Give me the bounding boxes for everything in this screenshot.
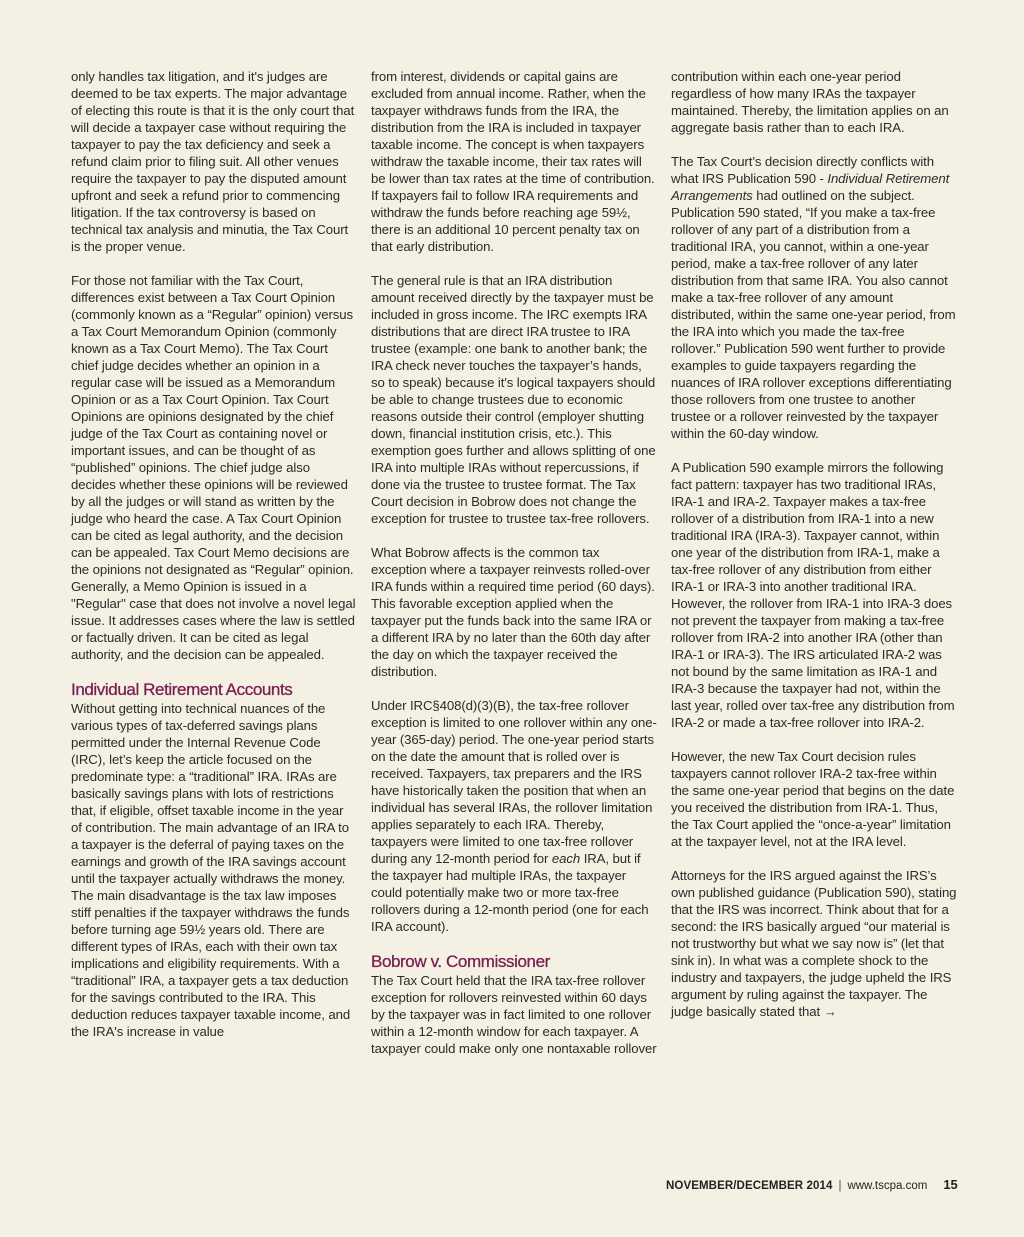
column2-paragraph-5: The Tax Court held that the IRA tax-free rollover exception for rollovers reinvested within 60 days by the taxpayer was in fact limited to one rollover within a 12-month window for each taxpayer. A taxpayer could make only one nontaxable rollover [371, 973, 657, 1056]
column1-paragraph-3: Without getting into technical nuances of the various types of tax-deferred savings plans permitted under the Internal Revenue Code (IRC), let’s keep the article focused on the predominate type: a “traditional” IRA. IRAs are basically savings plans with lots of restrictions that, if eligible, offset taxable income in the year of contribution. The main advantage of an IRA to a taxpayer is the deferral of paying taxes on the earnings and growth of the IRA savings account until the taxpayer actually withdraws the money. The main disadvantage is the tax law imposes stiff penalties if the taxpayer withdraws the funds before turning age 59½ years old. There are different types of IRAs, each with their own tax implications and eligibility requirements. With a “traditional” IRA, a taxpayer gets a tax deduction for the savings contributed to the IRA. This deduction reduces taxpayer taxable income, and the IRA's increase in value [71, 701, 351, 1039]
page-number: 15 [943, 1177, 958, 1192]
column2-paragraph-4-text: Under IRC§408(d)(3)(B), the tax-free rollover exception is limited to one rollover within any one-year (365-day) period. The one-year period starts on the date the amount that is rolled over is received. Taxpayers, tax preparers and the IRS have historically taken the position that when an individual has several IRAs, the rollover limitation applies separately to each IRA. Thereby, taxpayers were limited to one tax-free rollover during any 12-month period for [371, 698, 657, 866]
article-column-1 [71, 68, 357, 1040]
column3-paragraph-5 [671, 867, 957, 1020]
page-footer [666, 1177, 958, 1192]
column2-paragraph-3: What Bobrow affects is the common tax exception where a taxpayer reinvests rolled-over IRA funds within a required time period (60 days). This favorable exception applied when the taxpayer put the funds back into the same IRA or a different IRA by no later than the 60th day after the day on which the taxpayer received the distribution. [371, 545, 655, 679]
column2-paragraph-2: The general rule is that an IRA distribution amount received directly by the taxpayer must be included in gross income. The IRC exempts IRA distributions that are direct IRA trustee to IRA trustee (example: one bank to another bank; the IRA check never touches the taxpayer’s hands, so to speak) because it's logical taxpayers should be able to change trustees due to economic reasons outside their control (employer shutting down, financial institution crisis, etc.). This exemption goes further and allows splitting of one IRA into multiple IRAs without repercussions, if done via the trustee to trustee format. The Tax Court decision in Bobrow does not change the exception for trustee to trustee tax-free rollovers. [371, 273, 656, 526]
website-url: www.tscpa.com [847, 1180, 928, 1192]
column3-paragraph-2-end: had outlined on the subject. Publication 590 stated, “If you make a tax-free rollover of any part of a distribution from a traditional IRA, you cannot, within a one-year period, make a tax-free rollover of any later distribution from that same IRA. You also cannot make a tax-free rollover of any amount distributed, within the same one-year period, from the IRA into which you made the tax-free rollover.” Publication 590 went further to provide examples to guide taxpayers regarding the nuances of IRA rollover exceptions differentiating those rollovers from one trustee to another trustee or a rollover reinvested by the taxpayer within the 60-day window. [671, 188, 956, 441]
issue-date: NOVEMBER/DECEMBER 2014 [666, 1180, 833, 1192]
column3-paragraph-2-start: The Tax Court’s decision directly conflicts with what IRS Publication 590 - [671, 154, 934, 186]
column1-paragraph-1: only handles tax litigation, and it's judges are deemed to be tax experts. The major advantage of electing this route is that it is the only court that will decide a taxpayer case without requiring the taxpayer to pay the tax deficiency and seek a refund claim prior to filing suit. All other venues require the taxpayer to pay the disputed amount upfront and seek a refund prior to commencing litigation. If the tax controversy is based on technical tax analysis and minutia, the Tax Court is the proper venue. [71, 69, 355, 254]
column2-paragraph-4 [371, 697, 657, 935]
column3-paragraph-1: contribution within each one-year period regardless of how many IRAs the taxpayer maintained. Thereby, the limitation applies on an aggregate basis rather than to each IRA. [671, 69, 949, 135]
article-column-3 [671, 68, 957, 1020]
column3-paragraph-3: A Publication 590 example mirrors the following fact pattern: taxpayer has two traditional IRAs, IRA-1 and IRA-2. Taxpayer makes a tax-free rollover of a distribution from IRA-1 into a new traditional IRA (IRA-3). Taxpayer cannot, within one year of the distribution from IRA-1, make a tax-free rollover of any distribution from either IRA-1 or IRA-3 into another traditional IRA. However, the rollover from IRA-1 into IRA-3 does not prevent the taxpayer from making a tax-free rollover from IRA-2 into another IRA (other than IRA-1 or IRA-3). The IRS articulated IRA-2 was not bound by the same limitation as IRA-1 and IRA-3 because the taxpayer had not, within the last year, rolled over tax-free any distribution from IRA-2 or made a tax-free rollover into IRA-2. [671, 460, 955, 730]
column3-paragraph-2 [671, 153, 957, 442]
emphasis-each: each [551, 851, 581, 866]
column2-paragraph-4-end: IRA, but if the taxpayer had multiple IRAs, the taxpayer could potentially make two or more tax-free rollovers during a 12-month period (one for each IRA account). [371, 851, 649, 934]
section-heading-bobrow-v-commissioner: Bobrow v. Commissioner [371, 952, 550, 971]
column1-paragraph-2: For those not familiar with the Tax Court, differences exist between a Tax Court Opinion (commonly known as a “Regular” opinion) versus a Tax Court Memorandum Opinion (commonly known as a Tax Court Memo). The Tax Court chief judge decides whether an opinion in a regular case will be issued as a Memorandum Opinion or as a Tax Court Opinion. Tax Court Opinions are opinions designated by the chief judge of the Tax Court as containing novel or important issues, and can be thought of as “published” opinions. The chief judge also decides whether these opinions will be reviewed by all the judges or will stand as written by the judge who heard the case. A Tax Court Opinion can be cited as legal authority, and the decision can be appealed. Tax Court Memo decisions are the opinions not designated as “Regular” opinion. Generally, a Memo Opinion is issued in a "Regular" case that does not involve a novel legal issue. It addresses cases where the law is settled or factually driven. It can be cited as legal authority, and the decision can be appealed. [71, 273, 356, 662]
column3-paragraph-5-text: Attorneys for the IRS argued against the IRS’s own published guidance (Publication 590), stating that the IRS was incorrect. Think about that for a second: the IRS basically argued “our material is not trustworthy but what we say now is” (let that sink in). In what was a complete shock to the industry and taxpayers, the judge upheld the IRS argument by ruling against the taxpayer. The judge basically stated that [671, 868, 957, 1019]
publication-title-emphasis: Individual Retirement Arrangements [671, 171, 950, 203]
section-heading-individual-retirement-accounts: Individual Retirement Accounts [71, 680, 293, 699]
continue-arrow-icon: → [823, 1004, 837, 1019]
column3-paragraph-4: However, the new Tax Court decision rules taxpayers cannot rollover IRA-2 tax-free within the same one-year period that begins on the date you received the distribution from IRA-1. Thus, the Tax Court applied the “once-a-year” limitation at the taxpayer level, not at the IRA level. [671, 749, 955, 849]
article-column-2 [371, 68, 657, 1057]
column2-paragraph-1: from interest, dividends or capital gains are excluded from annual income. Rather, when the taxpayer withdraws funds from the IRA, the distribution from the IRA is included in taxpayer taxable income. The concept is when taxpayers withdraw the taxable income, their tax rates will be lower than tax rates at the time of contribution. If taxpayers fail to follow IRA requirements and withdraw the funds before reaching age 59½, there is an additional 10 percent penalty tax on that early distribution. [371, 69, 655, 254]
footer-separator: | [838, 1180, 842, 1192]
